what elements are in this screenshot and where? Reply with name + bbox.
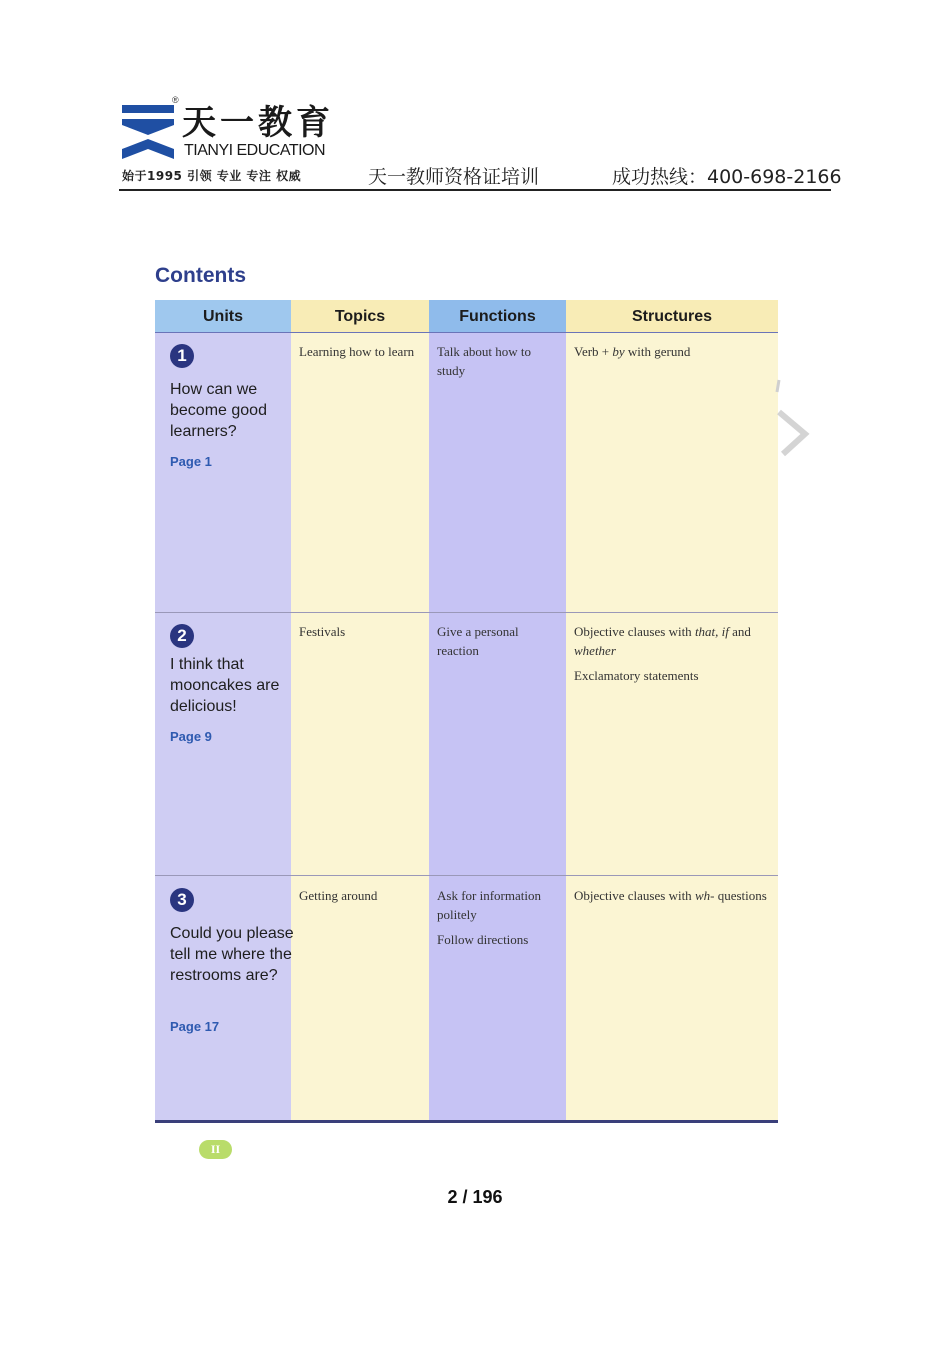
unit-2-title: I think that mooncakes are delicious! [170, 656, 280, 715]
unit-1-structure-text: Verb + [574, 344, 613, 359]
unit-3-function-2: Follow directions [437, 932, 529, 947]
book-page-number-badge: II [199, 1140, 232, 1159]
table-bottom-rule [155, 1120, 778, 1123]
registered-mark: ® [172, 95, 179, 105]
unit-3-number-badge: 3 [170, 888, 194, 912]
unit-2-page-link[interactable]: Page 9 [170, 729, 212, 744]
header-structures: Structures [566, 300, 778, 333]
unit-3-title: Could you please tell me where the restrooms are? [170, 925, 294, 984]
unit-1-structure-text-2: with gerund [624, 344, 691, 359]
unit-2-number-badge: 2 [170, 624, 194, 648]
logo-chinese-name: 天一教育 [182, 103, 334, 143]
contents-table [155, 300, 778, 1122]
logo-slogan: 始于1995 引领 专业 专注 权威 [122, 169, 302, 183]
unit-2-structure-2: Exclamatory statements [574, 668, 699, 683]
unit-1-number-badge: 1 [170, 344, 194, 368]
unit-1-function: Talk about how to study [437, 344, 532, 378]
row-divider [155, 875, 778, 876]
unit-1-topic: Learning how to learn [299, 344, 415, 359]
structures-column [566, 300, 778, 1120]
unit-2-structure-em-d: whether [574, 643, 616, 658]
functions-column [429, 300, 566, 1120]
topics-column [291, 300, 429, 1120]
unit-1-structure [574, 342, 774, 361]
unit-3-structure-text: Objective clauses with [574, 888, 695, 903]
header-hotline: 成功热线：400-698-2166 [612, 166, 842, 188]
header-divider [119, 189, 831, 191]
pdf-page-count: 2 / 196 [447, 1187, 503, 1207]
unit-2-topic: Festivals [299, 624, 346, 639]
scan-arrow-artifact-icon [775, 378, 811, 458]
header-underline [155, 332, 778, 333]
header-center-text: 天一教师资格证培训 [368, 166, 540, 188]
unit-3-topic: Getting around [299, 888, 378, 903]
tianyi-logo [120, 95, 340, 185]
header-functions: Functions [429, 300, 566, 333]
unit-3-function: Ask for information politely [437, 888, 541, 922]
unit-1-page-link[interactable]: Page 1 [170, 454, 212, 469]
header-units: Units [155, 300, 291, 333]
contents-title: Contents [155, 264, 246, 287]
unit-2-structure-em-b: that, if [694, 624, 729, 639]
tianyi-logo-mark-icon [122, 105, 174, 159]
unit-1-structure-em: by [612, 344, 625, 359]
unit-2-function: Give a personal reaction [437, 624, 519, 658]
unit-1-title: How can we become good learners? [170, 381, 267, 440]
row-divider [155, 612, 778, 613]
unit-3-structure-text-2: questions [714, 888, 767, 903]
unit-3-structure [574, 886, 778, 905]
unit-2-structure-text-a: Objective clauses with [574, 624, 695, 639]
unit-3-structure-em: wh- [694, 888, 715, 903]
logo-english-name: TIANYI EDUCATION [184, 142, 326, 159]
unit-2-structure-text-c: and [728, 624, 751, 639]
unit-2-structure [574, 622, 770, 660]
header-topics: Topics [291, 300, 429, 333]
unit-3-page-link[interactable]: Page 17 [170, 1019, 220, 1034]
